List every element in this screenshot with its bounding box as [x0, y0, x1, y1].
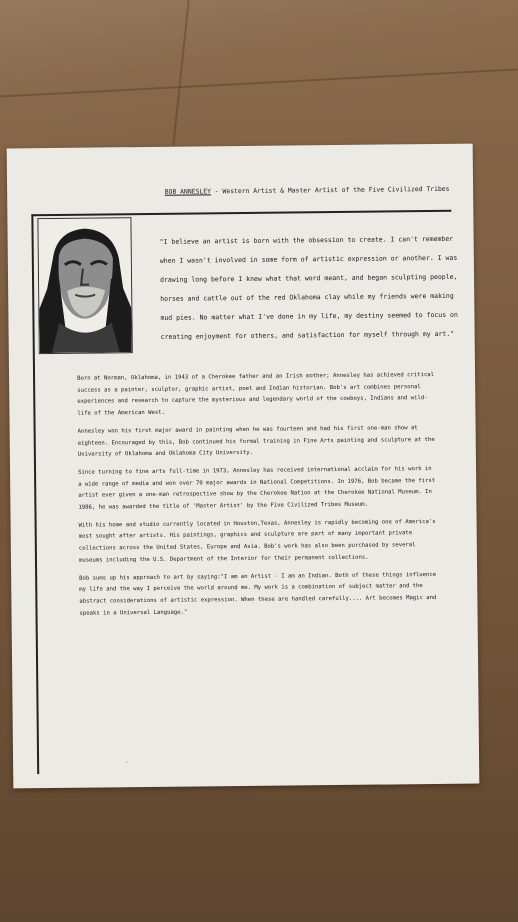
- biography-paragraph: Since turning to fine arts full-time in 1973, Annesley has received international acclaim for his work in a wide range of media and won over 70 major awards in National Competitions. In 1976, Bob became the first artist ever given a one-man retrospective show by the Cherokee Nation at the Cherokee National Museum. In 1986, he was awarded the title of 'Master Artist' by the Five Civilized Tribes Museum.: [78, 465, 436, 511]
- document-title: [157, 184, 457, 197]
- paper-speck: ·: [125, 759, 129, 767]
- artist-portrait-photo: [37, 217, 132, 354]
- biography-paragraph: With his home and studio currently located in Houston,Texas, Annesley is rapidly becoming one of America's most sought after artists. His paintings, graphics and sculpture are part of many important private collections across the United States, Europe and Asia. Bob's work has also been purchased by several museums including the U.S. Department of the Interior for their permanent collections.: [78, 518, 436, 564]
- tape-sheen: [0, 0, 518, 150]
- quote-text: "I believe an artist is born with the obsession to create. I can't remember when I wasn't involved in some form of artistic expression or another. I was drawing long before I knew what that word meant, and began sculpting people, horses and cattle out of the red Oklahoma clay while my friends were making mud pies. No matter what I've done in my life, my destiny seemed to focus on creating enjoyment for others, and satisfaction for myself through my art.": [159, 234, 458, 341]
- biography-paragraph: Annesley won his first major award in painting when he was fourteen and had his first one-man show at eighteen. Encouraged by this, Bob continued his formal training in Fine Arts painting and sculpture at the University of Oklahoma and Oklahoma City University.: [77, 424, 435, 458]
- biography-paragraph: Born at Norman, Oklahoma, in 1943 of a Cherokee father and an Irish mother; Annesley has achieved critical success as a painter, sculptor, graphic artist, poet and Indian historian. Bob's art combines personal experiences and research to capture the mysterious and legendary world of the cowboys, Indians and wild-life of the American West.: [77, 371, 435, 417]
- printed-flyer: [7, 144, 480, 789]
- biography-paragraph: Bob sums up his approach to art by saying:"I am an Artist - I am an Indian. Both of these things influence my life and the way I perceive the world around me. My work is a combination of subject matter and the abstract considerations of artistic expression. When these are handled carefully.... Art becomes Magic and speaks in a Universal Language.": [79, 571, 437, 617]
- artist-name: BOB ANNESLEY: [164, 187, 211, 196]
- horizontal-rule: [31, 210, 451, 216]
- title-subtitle: - Western Artist & Master Artist of the Five Civilized Tribes: [210, 184, 450, 196]
- biography-section: [77, 370, 440, 626]
- artist-quote: [160, 230, 461, 347]
